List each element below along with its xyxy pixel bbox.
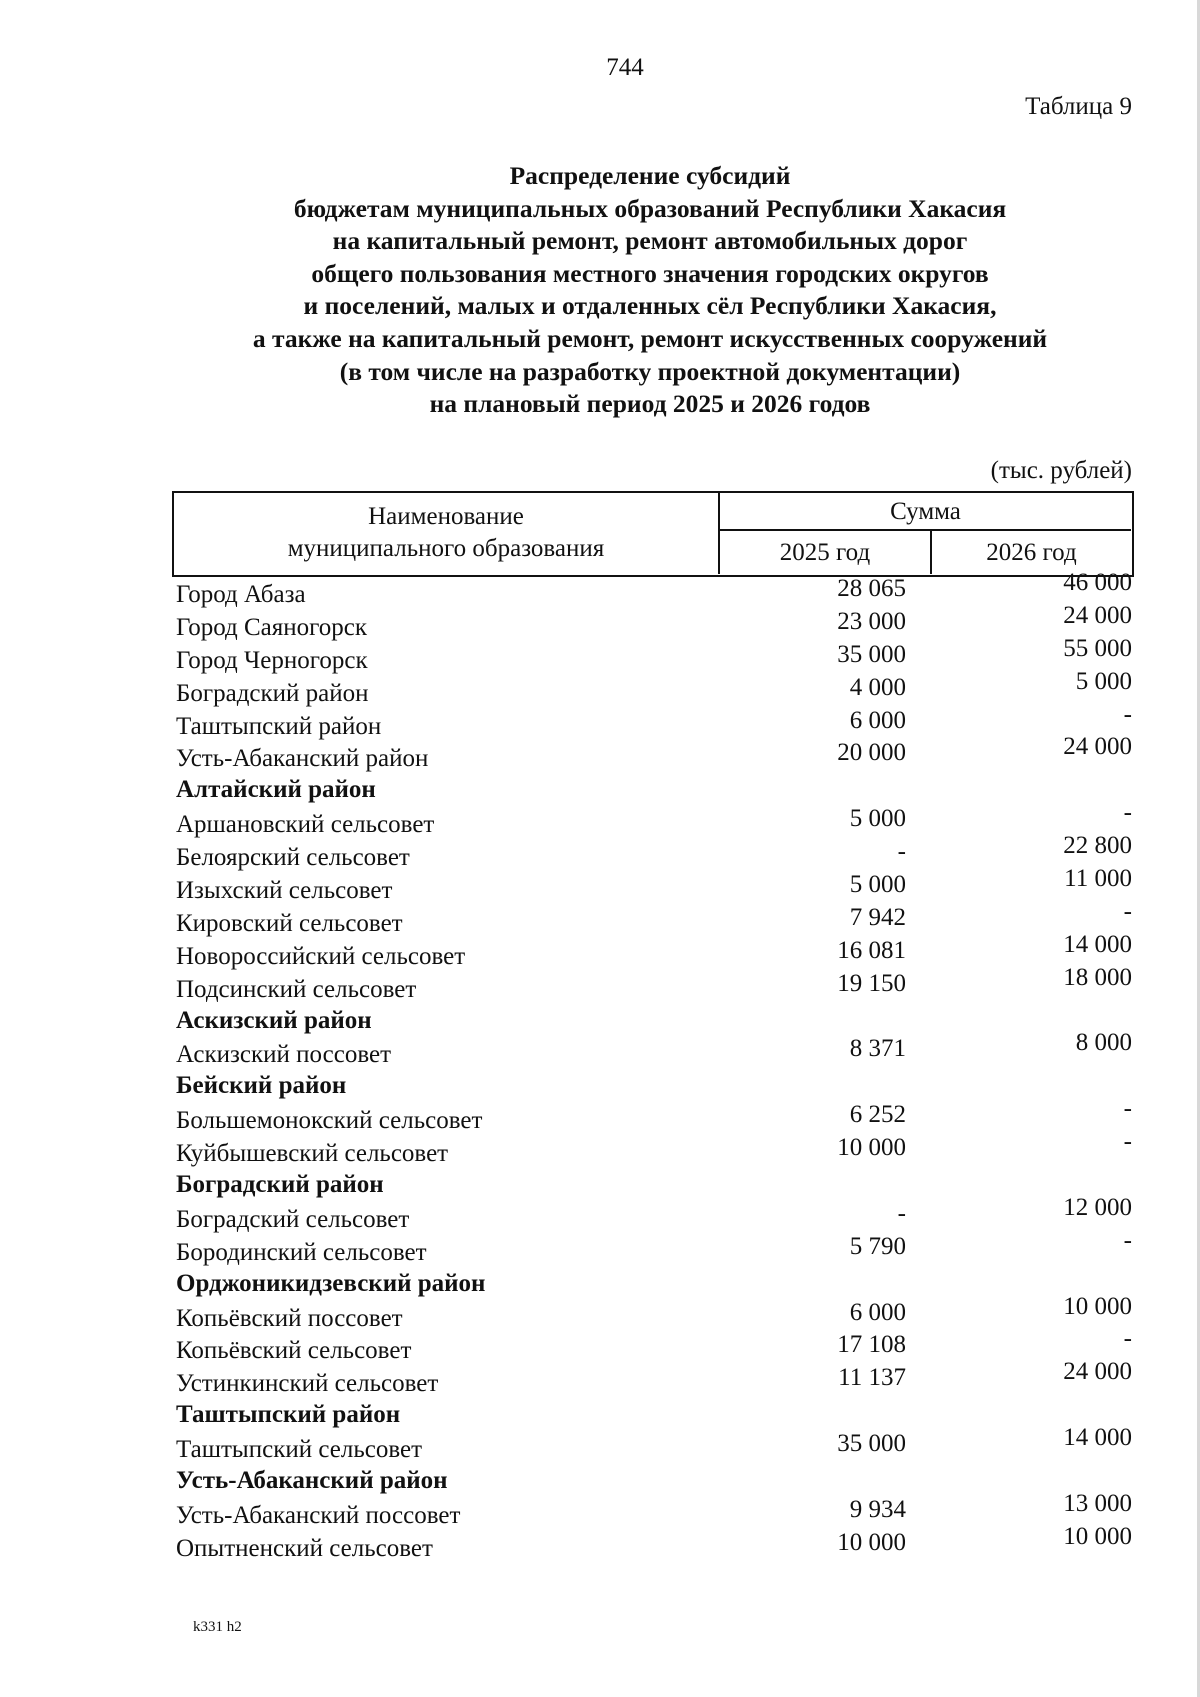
value-2026: 10 000 — [1063, 1522, 1132, 1550]
municipality-name: Боградский сельсовет — [176, 1205, 410, 1233]
municipality-name: Копьёвский поссовет — [176, 1304, 403, 1332]
table-row — [172, 1193, 1142, 1235]
group-name: Бейский район — [176, 1072, 347, 1100]
title-line: бюджетам муниципальных образований Республики Хакасия — [293, 193, 1007, 223]
table-row — [172, 1489, 1142, 1531]
municipality-name: Большемонокский сельсовет — [176, 1107, 483, 1135]
group-name: Таштыпский район — [176, 1401, 401, 1429]
table-group-row — [172, 774, 1142, 807]
value-2026: 14 000 — [1063, 930, 1132, 958]
header-name-line1: Наименование — [368, 503, 524, 530]
header-name-cell — [174, 493, 720, 574]
value-2025: 10 000 — [837, 1528, 906, 1556]
value-2025: 7 942 — [849, 903, 906, 931]
municipality-name: Опытненский сельсовет — [176, 1534, 433, 1562]
header-name-line2: муниципального образования — [287, 535, 605, 562]
table-row — [172, 897, 1142, 939]
value-2026: 22 800 — [1063, 832, 1132, 860]
value-2026: 55 000 — [1063, 634, 1132, 662]
value-2025: 10 000 — [837, 1134, 906, 1162]
municipality-name: Усть-Абаканский поссовет — [176, 1501, 461, 1529]
table-row — [172, 1095, 1142, 1136]
table-row — [172, 700, 1142, 742]
value-2025: 23 000 — [837, 607, 906, 635]
value-2026: 46 000 — [1063, 569, 1132, 596]
group-name: Орджоникидзевский район — [176, 1269, 486, 1297]
municipality-name: Изыхский сельсовет — [176, 877, 393, 905]
table-label: Таблица 9 — [1025, 93, 1132, 120]
value-2026: - — [1123, 1325, 1132, 1353]
value-2025: 5 000 — [849, 871, 906, 899]
value-2025: 35 000 — [837, 640, 906, 668]
value-2025: 6 000 — [849, 706, 906, 734]
table-group-row — [172, 1070, 1142, 1103]
table-group-row — [172, 1005, 1142, 1038]
value-2026: 5 000 — [1075, 667, 1132, 695]
table-row — [172, 634, 1142, 676]
municipality-name: Копьёвский сельсовет — [176, 1337, 412, 1365]
municipality-name: Город Черногорск — [176, 646, 368, 674]
value-2025: - — [897, 1199, 906, 1227]
value-2026: 11 000 — [1064, 865, 1132, 893]
municipality-name: Таштыпский сельсовет — [176, 1436, 422, 1464]
header-year-2025: 2025 год — [720, 531, 932, 574]
value-2025: 5 000 — [849, 805, 906, 833]
table-row — [172, 733, 1142, 774]
title-line: (в том числе на разработку проектной документации) — [339, 356, 961, 386]
municipality-name: Боградский район — [176, 679, 369, 707]
table-group-row — [172, 1169, 1142, 1202]
value-2026: 14 000 — [1063, 1424, 1132, 1452]
title-line: общего пользования местного значения городских округов — [311, 258, 989, 288]
units-label: (тыс. рублей) — [990, 457, 1132, 484]
table-row — [172, 1325, 1142, 1366]
value-2025: 11 137 — [838, 1364, 906, 1392]
title-line: а также на капитальный ремонт, ремонт искусственных сооружений — [252, 323, 1048, 353]
municipality-name: Подсинский сельсовет — [176, 975, 417, 1003]
table-body — [172, 569, 1142, 1564]
value-2026: 10 000 — [1063, 1292, 1132, 1320]
group-name: Боградский район — [176, 1171, 384, 1199]
title-line: Распределение субсидий — [509, 161, 791, 190]
table-row — [172, 1029, 1142, 1070]
municipality-name: Устинкинский сельсовет — [176, 1370, 439, 1398]
footer-code: k331 h2 — [193, 1619, 242, 1635]
table-row — [172, 601, 1142, 643]
value-2026: - — [1123, 1226, 1132, 1254]
municipality-name: Город Саяногорск — [176, 613, 368, 641]
value-2026: - — [1123, 897, 1132, 925]
table-row — [172, 1292, 1142, 1334]
municipality-name: Аскизский поссовет — [176, 1041, 392, 1069]
table-group-row — [172, 1399, 1142, 1432]
table-row — [172, 930, 1142, 972]
value-2025: 4 000 — [849, 673, 906, 701]
value-2026: 18 000 — [1063, 963, 1132, 991]
header-year-2026: 2026 год — [986, 539, 1077, 566]
value-2026: - — [1123, 799, 1132, 827]
table-row — [172, 667, 1142, 709]
value-2025: 19 150 — [837, 969, 906, 997]
value-2025: 6 000 — [849, 1298, 906, 1326]
value-2025: 6 252 — [849, 1101, 906, 1129]
value-2026: - — [1123, 700, 1132, 728]
table-row — [172, 1358, 1142, 1399]
page-number: 744 — [606, 54, 644, 81]
title-line: на плановый период 2025 и 2026 годов — [429, 389, 871, 419]
value-2026: 24 000 — [1063, 601, 1132, 629]
value-2026: 13 000 — [1063, 1489, 1132, 1517]
value-2026: 24 000 — [1063, 1358, 1132, 1386]
value-2026: 8 000 — [1075, 1029, 1132, 1057]
value-2025: 5 790 — [849, 1232, 906, 1260]
municipality-name: Аршановский сельсовет — [176, 811, 435, 839]
municipality-name: Усть-Абаканский район — [176, 745, 429, 773]
table-row — [172, 799, 1142, 840]
value-2025: 8 371 — [849, 1035, 906, 1063]
group-name: Усть-Абаканский район — [176, 1467, 448, 1495]
header-sum-cell: Сумма — [720, 493, 1131, 531]
table-row — [172, 1128, 1142, 1169]
value-2026: 24 000 — [1063, 733, 1132, 761]
table-group-row — [172, 1465, 1142, 1498]
municipality-name: Белоярский сельсовет — [176, 844, 410, 872]
municipality-name: Бородинский сельсовет — [176, 1238, 427, 1266]
table-row — [172, 1522, 1142, 1564]
value-2026: - — [1123, 1095, 1132, 1123]
value-2025: 28 065 — [837, 575, 906, 602]
value-2025: 35 000 — [837, 1430, 906, 1458]
municipality-name: Новороссийский сельсовет — [176, 942, 466, 970]
table-row — [172, 569, 1142, 610]
title-line: и поселений, малых и отдаленных сёл Республики Хакасия, — [303, 291, 997, 321]
value-2026: 12 000 — [1063, 1193, 1132, 1221]
municipality-name: Город Абаза — [176, 581, 306, 608]
table-row — [172, 963, 1142, 1005]
value-2025: 9 934 — [849, 1495, 906, 1523]
table-header — [172, 491, 1134, 577]
table-row — [172, 1226, 1142, 1268]
table-row — [172, 1424, 1142, 1465]
group-name: Аскизский район — [176, 1006, 372, 1034]
document-title — [150, 160, 1150, 421]
value-2025: 17 108 — [837, 1331, 906, 1359]
municipality-name: Таштыпский район — [176, 712, 382, 740]
value-2025: - — [897, 838, 906, 866]
group-name: Алтайский район — [176, 776, 376, 804]
table-row — [172, 865, 1142, 906]
value-2025: 16 081 — [837, 936, 906, 964]
title-line: на капитальный ремонт, ремонт автомобильных дорог — [332, 226, 968, 256]
table-group-row — [172, 1268, 1142, 1301]
municipality-name: Куйбышевский сельсовет — [176, 1140, 449, 1168]
value-2026: - — [1123, 1128, 1132, 1156]
table-row — [172, 832, 1142, 873]
municipality-name: Кировский сельсовет — [176, 909, 403, 937]
value-2025: 20 000 — [837, 739, 906, 767]
